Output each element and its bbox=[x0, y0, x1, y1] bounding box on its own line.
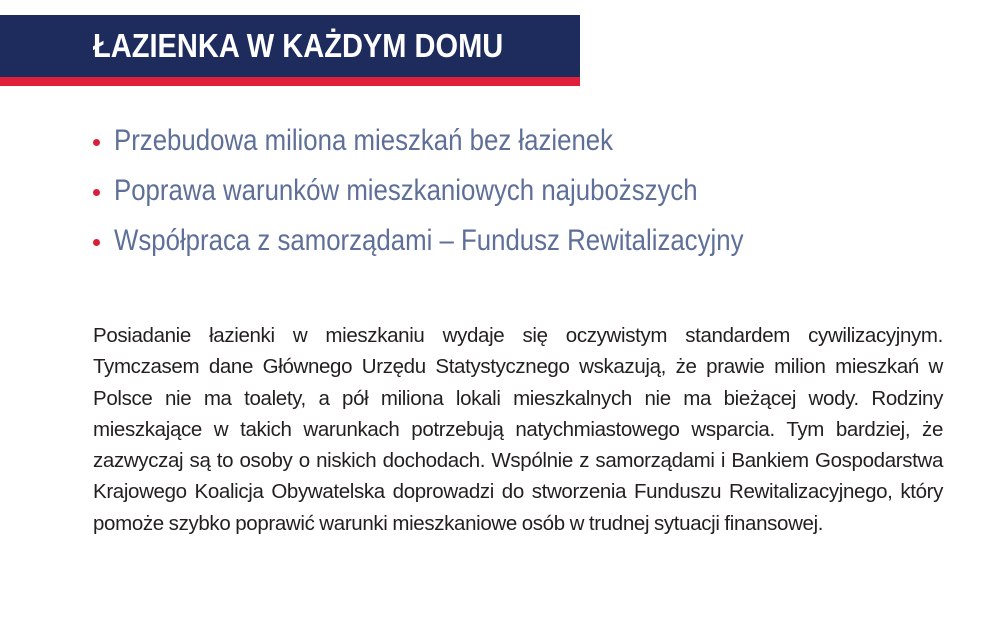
body-paragraph: Posiadanie łazienki w mieszkaniu wydaje się oczywistym standardem cywilizacyjnym. Tymczasem dane Głównego Urzędu Statystycznego wskazują, że prawie milion mieszkań w Polsce nie ma toalety, a pół miliona lokali mieszkalnych nie ma bieżącej wody. Rodziny mieszkające w takich warunkach potrzebują natychmiastowego wsparcia. Tym bardziej, że zazwyczaj są to osoby o niskich dochodach. Wspólnie z samorządami i Bankiem Gospodarstwa Krajowego Koalicja Obywatelska doprowadzi do stworzenia Funduszu Rewitalizacyjnego, który pomoże szybko poprawić warunki mieszkaniowe osób w trudnej sytuacji finansowej. bbox=[93, 324, 943, 535]
bullet-text: Poprawa warunków mieszkaniowych najuboższych bbox=[114, 174, 698, 207]
bullet-item bbox=[93, 216, 846, 266]
bullet-text: Współpraca z samorządami – Fundusz Rewitalizacyjny bbox=[114, 224, 744, 257]
bullet-dot-icon bbox=[93, 189, 100, 196]
bullet-list bbox=[93, 116, 846, 266]
bullet-item bbox=[93, 116, 846, 166]
header-accent-stripe bbox=[0, 77, 580, 86]
bullet-dot-icon bbox=[93, 139, 100, 146]
page-title: ŁAZIENKA W KAŻDYM DOMU bbox=[93, 27, 504, 64]
bullet-dot-icon bbox=[93, 239, 100, 246]
bullet-item bbox=[93, 166, 846, 216]
bullet-text: Przebudowa miliona mieszkań bez łazienek bbox=[114, 124, 614, 157]
